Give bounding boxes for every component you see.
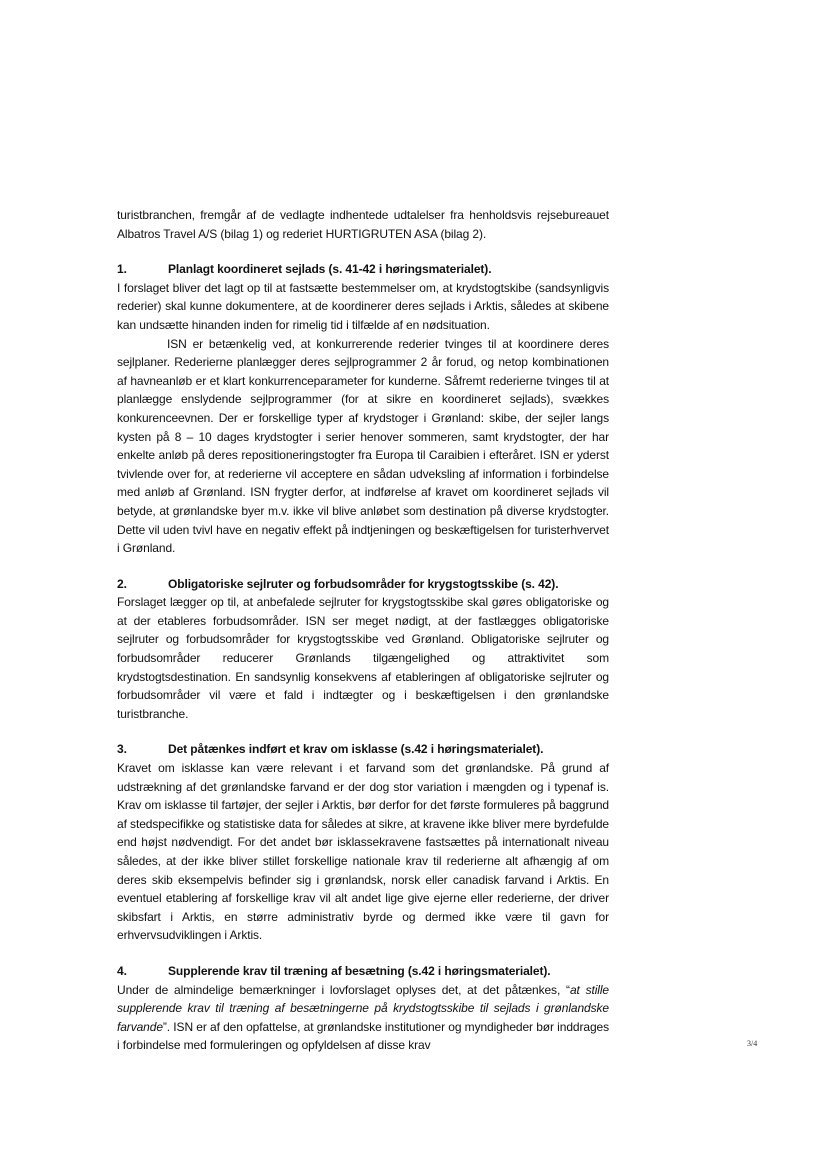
section-1-paragraph-2: ISN er betænkelig ved, at konkurrerende rederier tvinges til at koordinere deres sejlplaner. Rederierne planlægger deres sejlprogrammer 2 år forud, og netop kombinationen af havneanløb er et klart konkurrenceparameter for kunderne. Såfremt rederierne tvinges til at planlægge enslydende sejlprogrammer (for at sikre en koordineret sejlads), svækkes konkurenceevnen. Der er forskellige typer af krydstoger i Grønland: skibe, der sejler langs kysten på 8 – 10 dages krydstogter i serier henover sommeren, samt krydstogter, der har enkelte anløb på deres repositioneringstogter fra Europa til Caraibien i efteråret. ISN er yderst tvivlende over for, at rederierne vil acceptere en sådan udveksling af information i forbindelse med anløb af Grønland. ISN frygter derfor, at indførelse af kravet om koordineret sejlads vil betyde, at grønlandske byer m.v. ikke vil blive anløbet som destination på diverse krydstogter. Dette vil uden tvivl have en negativ effekt på indtjeningen og beskæftigelsen for turisterhvervet i Grønland. bbox=[117, 336, 609, 556]
section-4 bbox=[117, 962, 609, 1055]
section-4-text-before-quote: Under de almindelige bemærkninger i lovforslaget oplyses det, at det påtænkes, “ bbox=[117, 982, 570, 997]
section-3 bbox=[117, 740, 609, 945]
section-4-paragraph-1 bbox=[117, 981, 609, 1055]
section-1-heading bbox=[117, 260, 609, 279]
section-4-text-after-quote: ”. ISN er af den opfattelse, at grønlandske institutioner og myndigheder bør inddrages i forbindelse med formuleringen og opfyldelsen af disse krav bbox=[117, 1019, 609, 1053]
section-2-paragraph-1: Forslaget lægger op til, at anbefalede sejlruter for krygstogtsskibe skal gøres obligatoriske og at der etableres forbudsområder. ISN ser meget nødigt, at der fastlægges obligatoriske sejlruter og forbudsområder for krygstogtsskibe ved Grønland. Obligatoriske sejlruter og forbudsområder reducerer Grønlands tilgængelighed og attraktivitet som krydstogtsdestination. En sandsynlig konsekvens af etableringen af obligatoriske sejlruter og forbudsområder vil være et fald i indtægter og i beskæftigelsen i den grønlandske turistbranche. bbox=[117, 595, 609, 721]
section-2-number: 2. bbox=[117, 576, 127, 591]
section-2-heading bbox=[117, 575, 609, 594]
section-1-number: 1. bbox=[117, 262, 127, 277]
section-3-title: Det påtænkes indført et krav om isklasse (s.42 i høringsmaterialet). bbox=[168, 742, 544, 757]
section-4-quote: at stille supplerende krav til træning af besætningerne på krydstogtsskibe til sejlads i grønlandske farvande bbox=[117, 982, 609, 1034]
section-4-title: Supplerende krav til træning af besætning (s.42 i høringsmaterialet). bbox=[168, 963, 551, 978]
section-3-number: 3. bbox=[117, 742, 127, 757]
section-2 bbox=[117, 575, 609, 724]
section-3-heading bbox=[117, 740, 609, 759]
section-3-paragraph-1: Kravet om isklasse kan være relevant i et farvand som det grønlandske. På grund af udstrækning af det grønlandske farvand er der dog stor variation i mængden og i typenaf is. Krav om isklasse til fartøjer, der sejler i Arktis, bør derfor for det første formuleres på baggrund af stedspecifikke og statistiske data for således at sikre, at kravene ikke bliver mere byrdefulde end højst nødvendigt. For det andet bør isklassekravene fastsættes på internationalt niveau således, at der ikke bliver stillet forskellige nationale krav til rederierne alt afhængig af om deres skib eksempelvis befinder sig i grønlandsk, norsk eller canadisk farvand i Arktis. En eventuel etablering af forskellige krav vil alt andet lige give ejerne eller rederierne, der driver skibsfart i Arktis, en større administrativ byrde og dermed ikke være til gavn for erhvervsudviklingen i Arktis. bbox=[117, 761, 609, 943]
page-number: 3/4 bbox=[747, 1039, 758, 1048]
section-1-title: Planlagt koordineret sejlads (s. 41-42 i høringsmaterialet). bbox=[168, 262, 492, 277]
document-body bbox=[117, 206, 609, 1055]
section-1 bbox=[117, 260, 609, 558]
intro-paragraph: turistbranchen, fremgår af de vedlagte indhentede udtalelser fra henholdsvis rejsebureauet Albatros Travel A/S (bilag 1) og rederiet HURTIGRUTEN ASA (bilag 2). bbox=[117, 208, 609, 241]
section-4-heading bbox=[117, 962, 609, 981]
section-4-number: 4. bbox=[117, 963, 127, 978]
section-1-paragraph-1: I forslaget bliver det lagt op til at fastsætte bestemmelser om, at krydstogtskibe (sandsynligvis rederier) skal kunne dokumentere, at de koordinerer deres sejlads i Arktis, således at skibene kan undsætte hinanden inden for rimelig tid i tilfælde af en nødsituation. bbox=[117, 280, 609, 332]
section-2-title: Obligatoriske sejlruter og forbudsområder for krygstogtsskibe (s. 42). bbox=[168, 576, 559, 591]
